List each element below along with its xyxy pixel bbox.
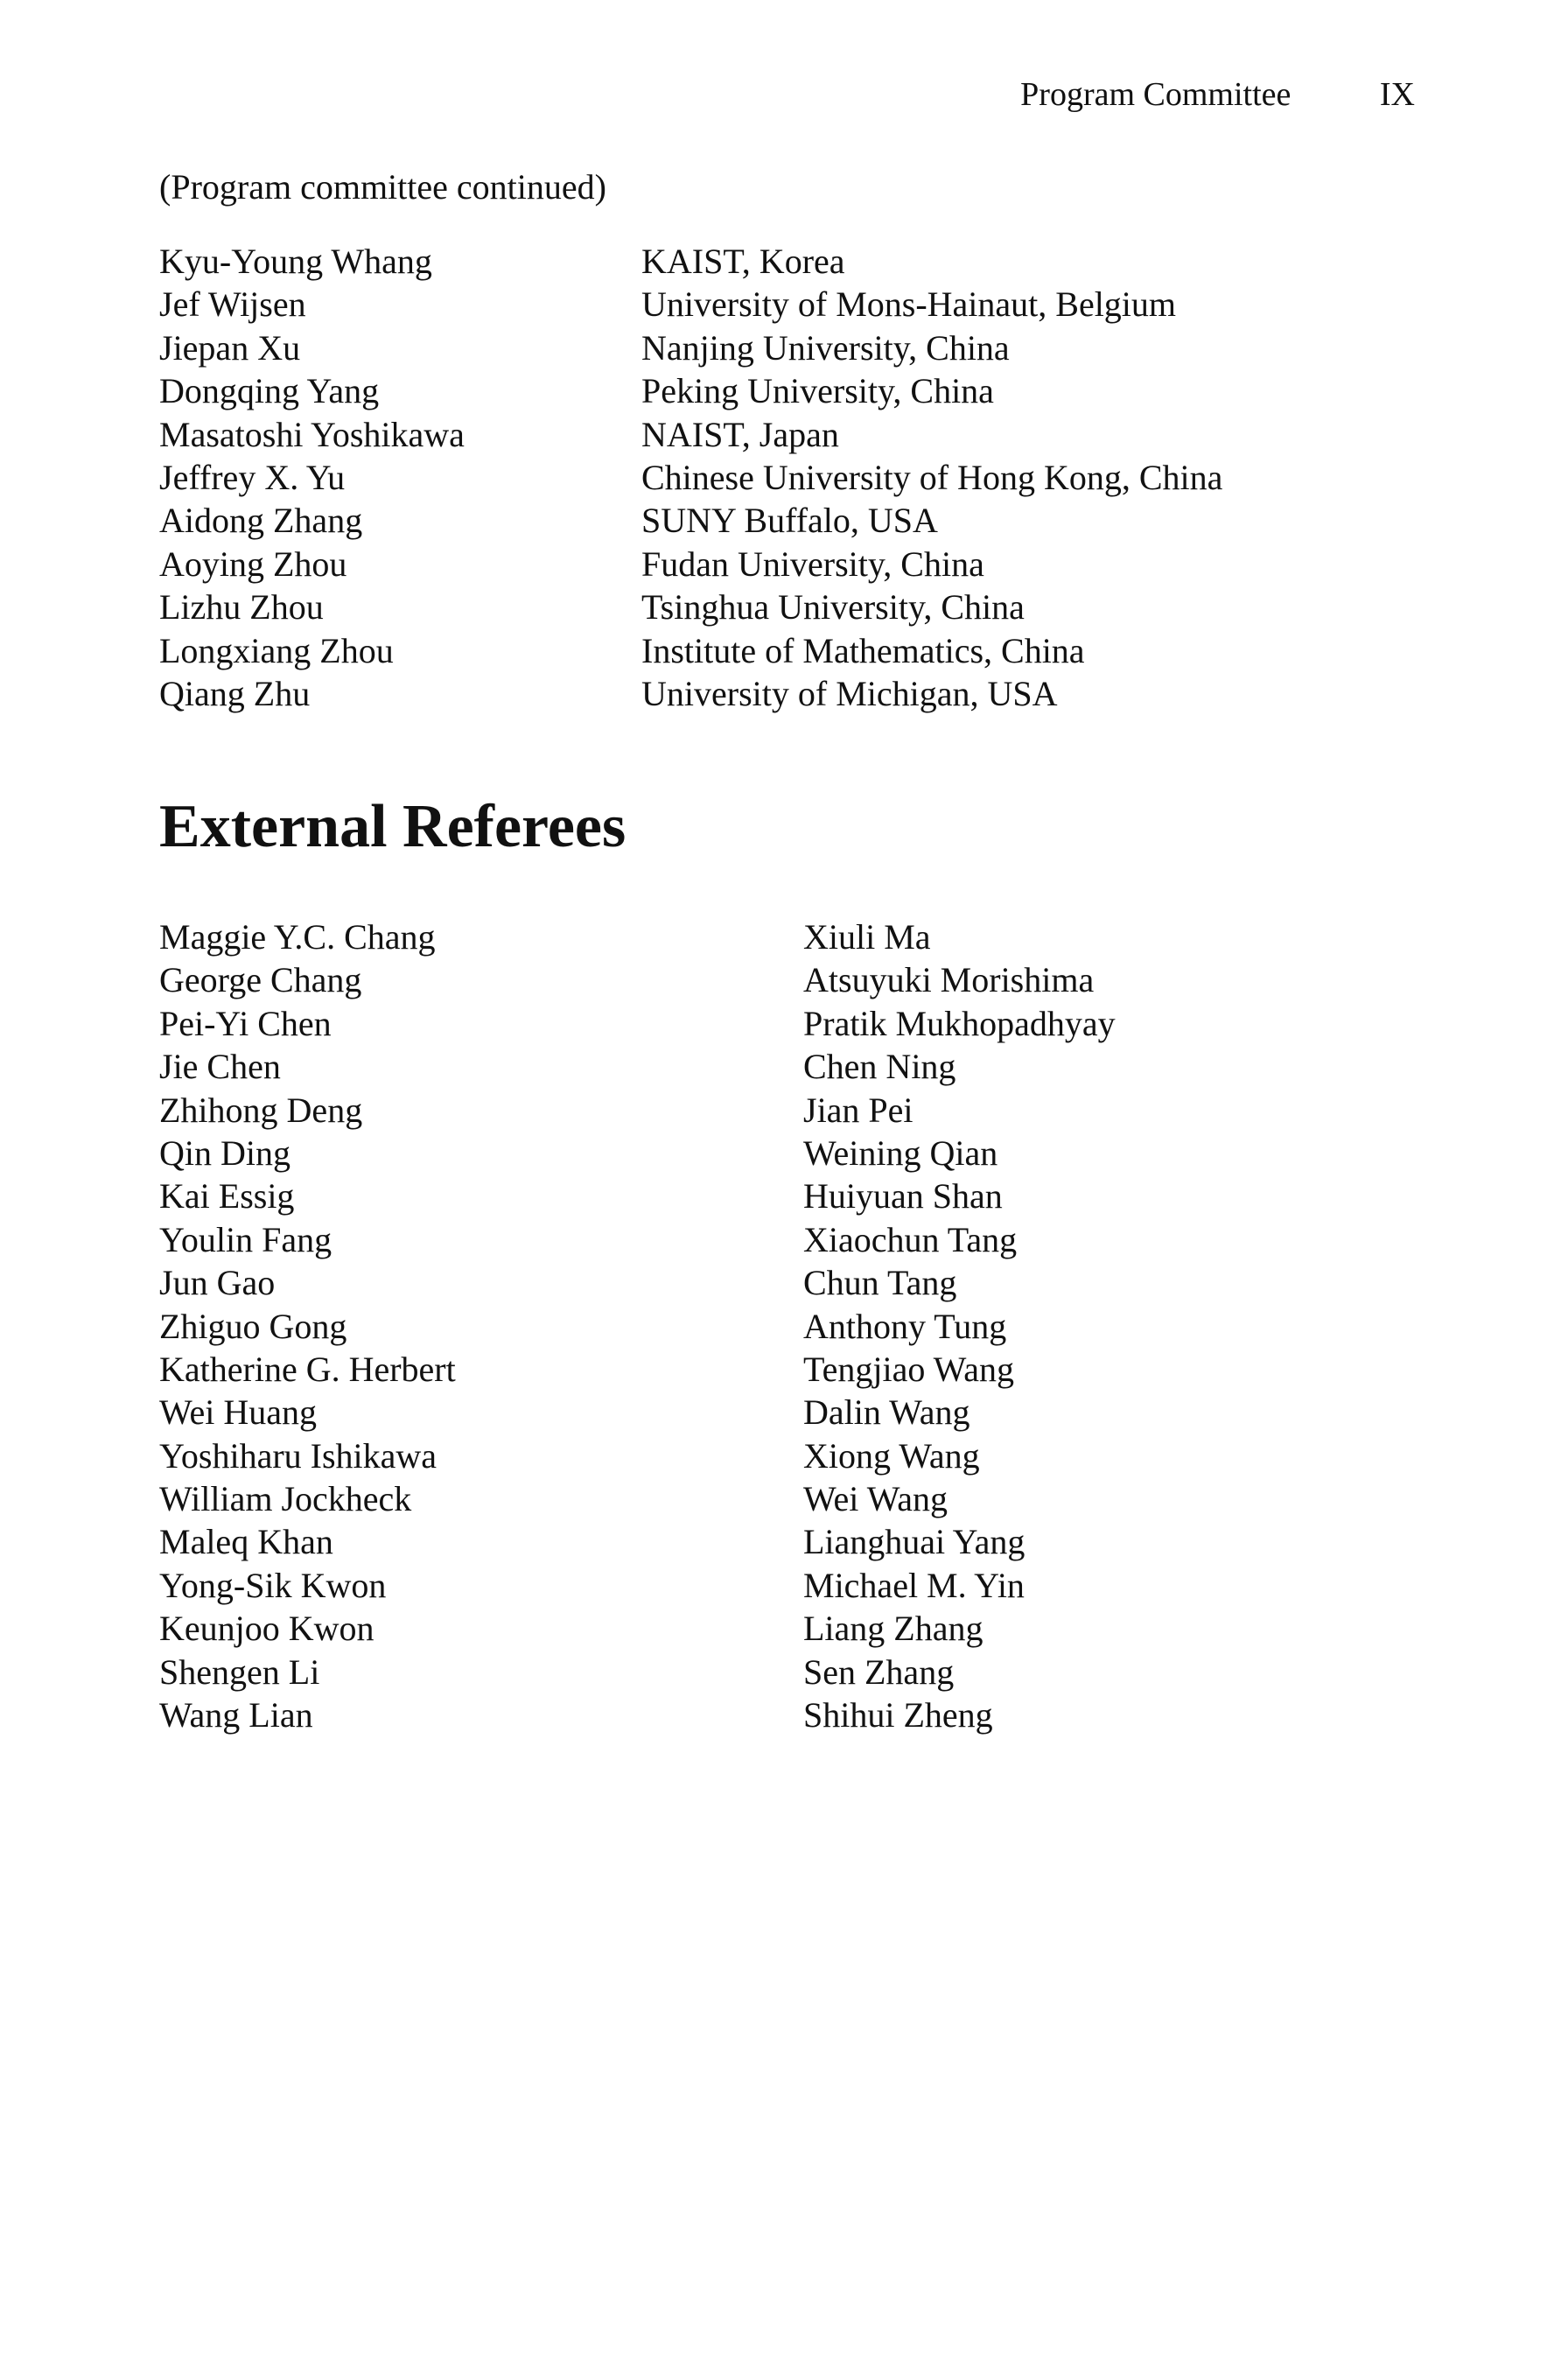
member-affiliation: Institute of Mathematics, China bbox=[641, 630, 1085, 670]
member-name: Jef Wijsen bbox=[159, 284, 306, 325]
member-affiliation: University of Mons-Hainaut, Belgium bbox=[641, 284, 1177, 325]
referee-name: Xiaochun Tang bbox=[803, 1219, 1018, 1259]
referee-name: Jie Chen bbox=[159, 1047, 281, 1087]
member-name: Dongqing Yang bbox=[159, 371, 380, 411]
referee-name: Maggie Y.C. Chang bbox=[159, 917, 436, 957]
referee-name: Zhiguo Gong bbox=[159, 1306, 347, 1346]
section-title: External Referees bbox=[159, 793, 626, 860]
referee-name: Wei Wang bbox=[803, 1479, 948, 1519]
referee-name: Sen Zhang bbox=[803, 1651, 955, 1692]
continued-note: (Program committee continued) bbox=[159, 167, 606, 207]
committee-row bbox=[159, 283, 1222, 326]
referee-name: Katherine G. Herbert bbox=[159, 1349, 456, 1389]
referee-name: Pratik Mukhopadhyay bbox=[803, 1003, 1116, 1043]
member-name: Jiepan Xu bbox=[159, 327, 301, 368]
member-name: Lizhu Zhou bbox=[159, 587, 324, 628]
referee-name: Jun Gao bbox=[159, 1263, 276, 1303]
referee-name: Liang Zhang bbox=[803, 1609, 984, 1649]
referee-name: Atsuyuki Morishima bbox=[803, 960, 1095, 1000]
member-affiliation: Chinese University of Hong Kong, China bbox=[641, 457, 1223, 497]
member-name: Qiang Zhu bbox=[159, 673, 311, 713]
referees-list bbox=[159, 915, 1447, 1736]
referee-name: Tengjiao Wang bbox=[803, 1349, 1014, 1389]
member-affiliation: Nanjing University, China bbox=[641, 327, 1010, 368]
referee-name: Yoshiharu Ishikawa bbox=[159, 1435, 438, 1476]
member-name: Kyu-Young Whang bbox=[159, 242, 432, 281]
member-name: Aidong Zhang bbox=[159, 501, 363, 541]
referee-name: Wang Lian bbox=[159, 1695, 313, 1735]
member-name: Aoying Zhou bbox=[159, 543, 347, 584]
member-name: Masatoshi Yoshikawa bbox=[159, 414, 465, 454]
member-affiliation: KAIST, Korea bbox=[641, 242, 845, 281]
referees-right-column bbox=[803, 915, 1447, 1736]
member-affiliation: Tsinghua University, China bbox=[641, 587, 1025, 628]
committee-row bbox=[159, 413, 1222, 456]
referee-name: Chun Tang bbox=[803, 1263, 957, 1303]
referee-name: Chen Ning bbox=[803, 1047, 956, 1087]
referee-name: Michael M. Yin bbox=[803, 1565, 1025, 1605]
referees-left-column bbox=[159, 915, 803, 1736]
referee-name: Lianghuai Yang bbox=[803, 1522, 1026, 1562]
referee-name: Zhihong Deng bbox=[159, 1090, 363, 1130]
referee-name: Maleq Khan bbox=[159, 1522, 333, 1562]
member-name: Longxiang Zhou bbox=[159, 630, 394, 670]
referee-name: Qin Ding bbox=[159, 1132, 290, 1173]
committee-row bbox=[159, 499, 1222, 542]
committee-row bbox=[159, 456, 1222, 499]
referee-name: Kai Essig bbox=[159, 1176, 295, 1217]
referee-name: Xiong Wang bbox=[803, 1435, 980, 1476]
member-affiliation: Fudan University, China bbox=[641, 543, 984, 584]
committee-row bbox=[159, 369, 1222, 412]
referee-name: Weining Qian bbox=[803, 1132, 998, 1173]
page-number: IX bbox=[1379, 76, 1415, 113]
member-affiliation: Peking University, China bbox=[641, 371, 994, 411]
referee-name: Xiuli Ma bbox=[803, 917, 931, 957]
member-name: Jeffrey X. Yu bbox=[159, 457, 346, 497]
member-affiliation: SUNY Buffalo, USA bbox=[641, 501, 938, 541]
referee-name: George Chang bbox=[159, 960, 362, 1000]
referee-name: Shihui Zheng bbox=[803, 1695, 993, 1735]
header-title: Program Committee bbox=[1020, 76, 1292, 113]
referee-name: Yong-Sik Kwon bbox=[159, 1565, 387, 1605]
referee-name: Anthony Tung bbox=[803, 1306, 1007, 1346]
referee-name: Huiyuan Shan bbox=[803, 1176, 1003, 1217]
referee-name: Pei-Yi Chen bbox=[159, 1003, 332, 1043]
referee-name: Dalin Wang bbox=[803, 1392, 970, 1433]
member-affiliation: NAIST, Japan bbox=[641, 414, 839, 454]
committee-row bbox=[159, 326, 1222, 369]
referee-name: Shengen Li bbox=[159, 1651, 320, 1692]
referee-name: William Jockheck bbox=[159, 1479, 412, 1519]
committee-row bbox=[159, 543, 1222, 585]
committee-row bbox=[159, 240, 1222, 283]
committee-row bbox=[159, 672, 1222, 715]
member-affiliation: University of Michigan, USA bbox=[641, 673, 1058, 713]
referee-name: Jian Pei bbox=[803, 1090, 914, 1130]
committee-row bbox=[159, 629, 1222, 672]
referee-name: Keunjoo Kwon bbox=[159, 1609, 374, 1649]
running-header bbox=[1020, 72, 1415, 117]
referee-name: Youlin Fang bbox=[159, 1219, 332, 1259]
committee-list bbox=[159, 240, 1222, 715]
committee-row bbox=[159, 585, 1222, 628]
referee-name: Wei Huang bbox=[159, 1392, 318, 1433]
